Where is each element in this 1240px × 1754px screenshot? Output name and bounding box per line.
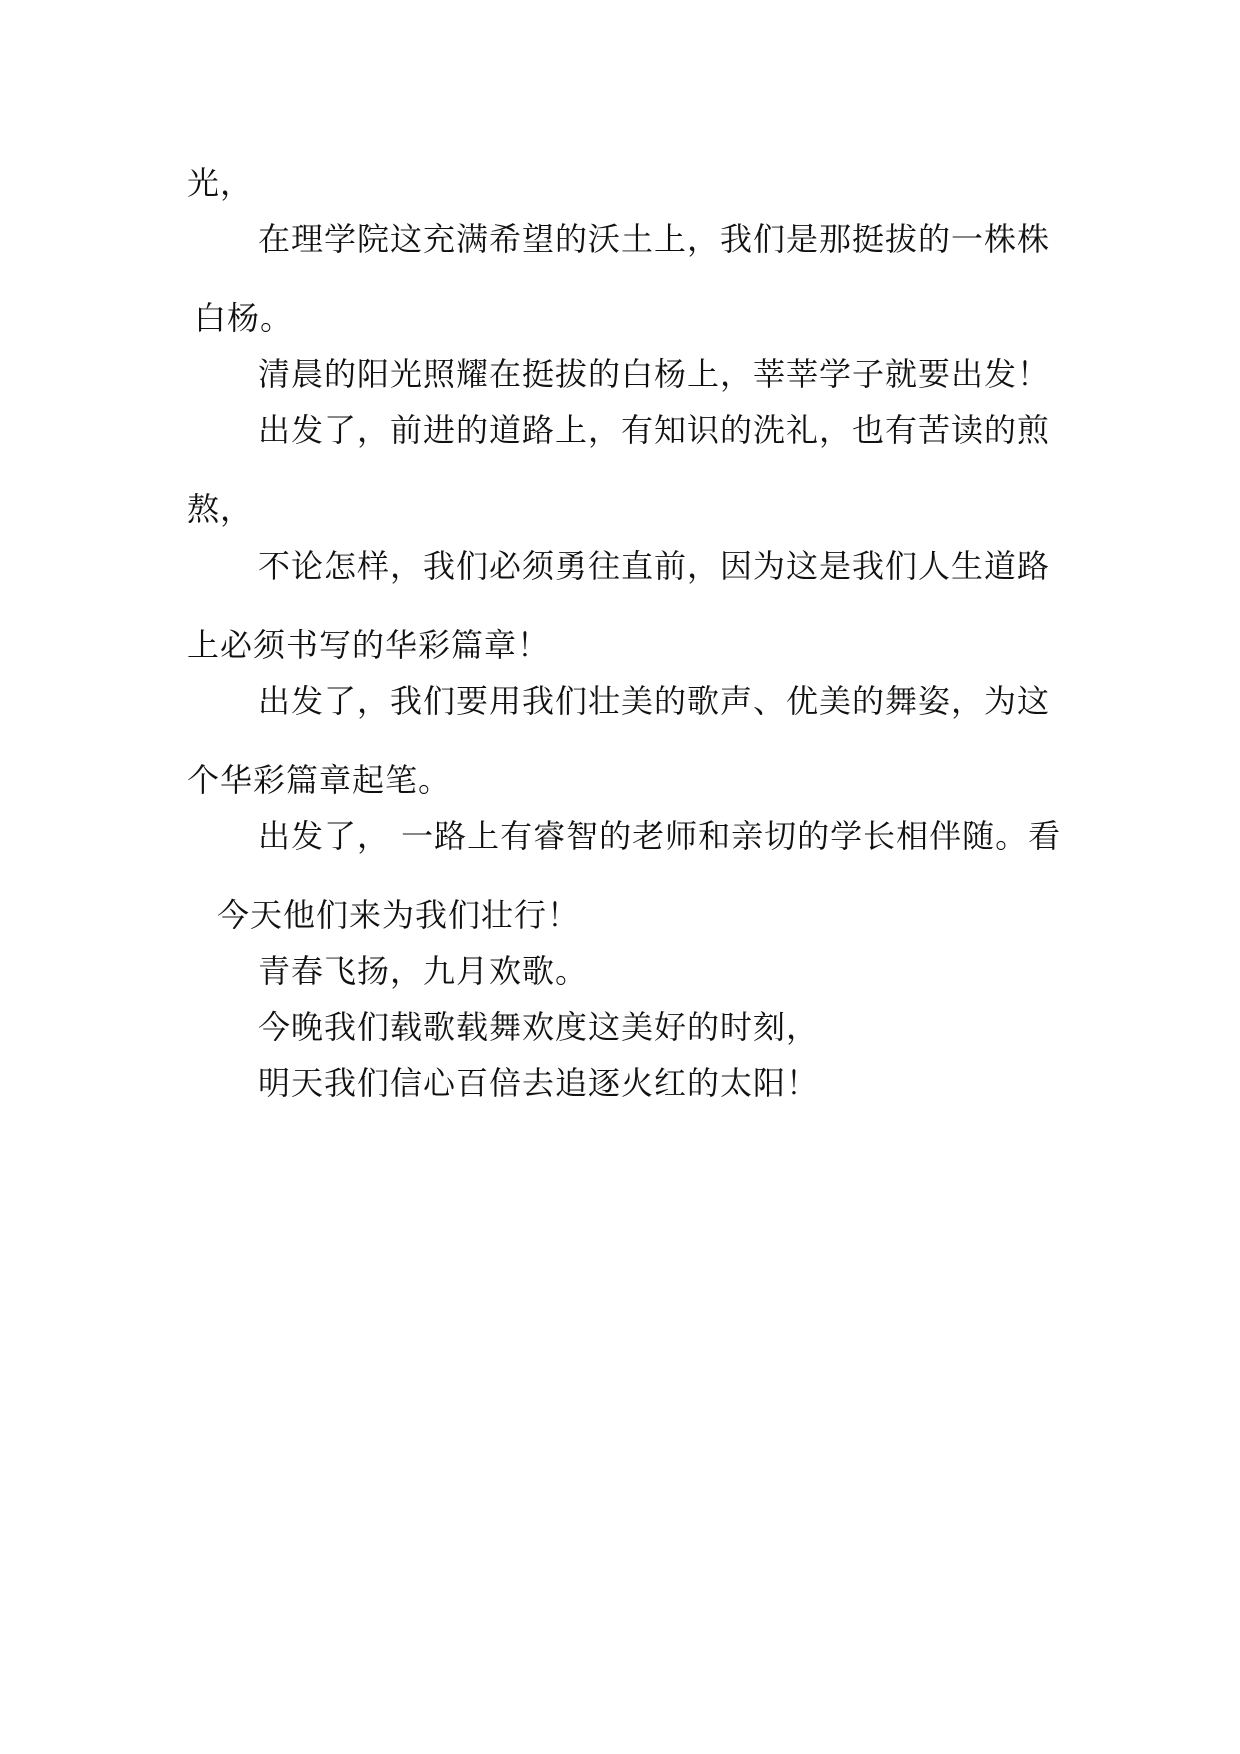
text-line: 出发了， 一路上有睿智的老师和亲切的学长相伴随。看 bbox=[258, 817, 1062, 855]
text-line: 今晚我们载歌载舞欢度这美好的时刻， bbox=[258, 1008, 820, 1046]
text-line: 光， bbox=[187, 164, 254, 202]
text-line: 出发了，前进的道路上，有知识的洗礼，也有苦读的煎 bbox=[258, 411, 1051, 449]
text-line: 今天他们来为我们壮行！ bbox=[217, 896, 581, 934]
text-line: 出发了，我们要用我们壮美的歌声、优美的舞姿，为这 bbox=[258, 682, 1051, 720]
text-line: 在理学院这充满希望的沃土上，我们是那挺拔的一株株 bbox=[258, 220, 1051, 258]
text-line: 明天我们信心百倍去追逐火红的太阳！ bbox=[258, 1064, 820, 1102]
text-line: 熬， bbox=[187, 490, 254, 528]
text-line: 白杨。 bbox=[194, 299, 294, 337]
text-line: 上必须书写的华彩篇章！ bbox=[187, 626, 551, 664]
text-line: 不论怎样，我们必须勇往直前，因为这是我们人生道路 bbox=[258, 547, 1051, 585]
text-line: 青春飞扬，九月欢歌。 bbox=[258, 952, 589, 990]
text-line: 个华彩篇章起笔。 bbox=[187, 761, 452, 799]
text-line: 清晨的阳光照耀在挺拔的白杨上，莘莘学子就要出发！ bbox=[258, 355, 1051, 393]
